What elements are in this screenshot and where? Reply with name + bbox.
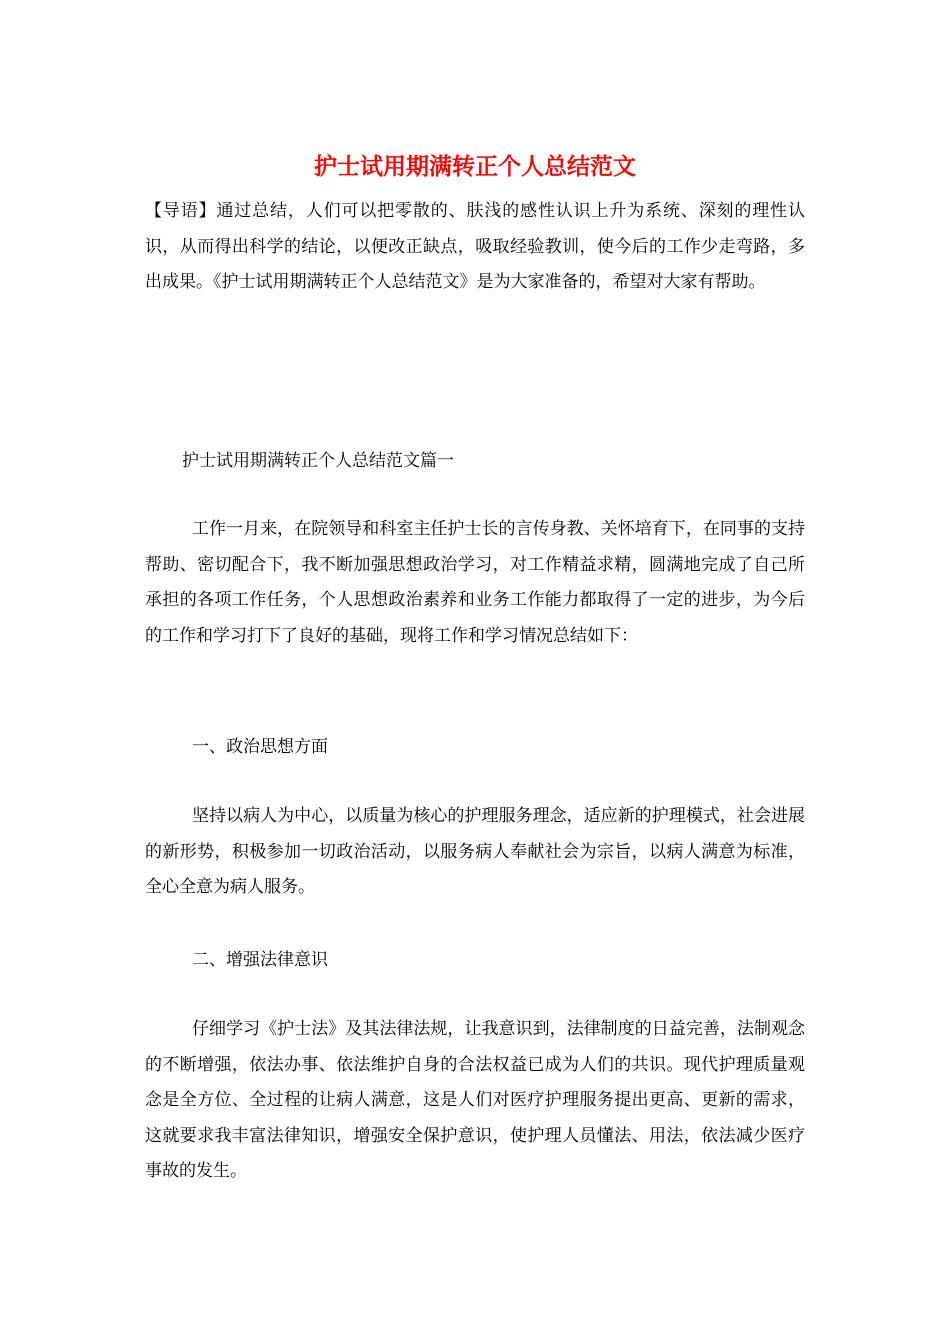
section-heading-2: 二、增强法律意识 xyxy=(192,950,328,970)
document-title: 护士试用期满转正个人总结范文 xyxy=(314,153,636,180)
section-subtitle: 护士试用期满转正个人总结范文篇一 xyxy=(182,451,454,471)
section-heading-1: 一、政治思想方面 xyxy=(192,737,328,757)
body-paragraph-2: 坚持以病人为中心，以质量为核心的护理服务理念，适应新的护理模式，社会进展的新形势，积极参加一切政治活动，以服务病人奉献社会为宗旨，以病人满意为标准，全心全意为病人服务。 xyxy=(145,806,805,897)
body-paragraph-1: 工作一月来，在院领导和科室主任护士长的言传身教、关怀培育下，在同事的支持帮助、密切配合下，我不断加强思想政治学习，对工作精益求精，圆满地完成了自己所承担的各项工作任务，个人思想政治素养和业务工作能力都取得了一定的进步，为今后的工作和学习打下了良好的基础，现将工作和学习情况总结如下： xyxy=(145,519,805,646)
body-paragraph-3: 仔细学习《护士法》及其法律法规，让我意识到，法律制度的日益完善，法制观念的不断增强，依法办事、依法维护自身的合法权益已成为人们的共识。现代护理质量观念是全方位、全过程的让病人满意，这是人们对医疗护理服务提出更高、更新的需求，这就要求我丰富法律知识，增强安全保护意识，使护理人员懂法、用法，依法减少医疗事故的发生。 xyxy=(145,1019,805,1181)
intro-paragraph: 【导语】通过总结，人们可以把零散的、肤浅的感性认识上升为系统、深刻的理性认识，从而得出科学的结论，以便改正缺点，吸取经验教训，使今后的工作少走弯路，多出成果。《护士试用期满转正个人总结范文》是为大家准备的，希望对大家有帮助。 xyxy=(145,201,805,292)
